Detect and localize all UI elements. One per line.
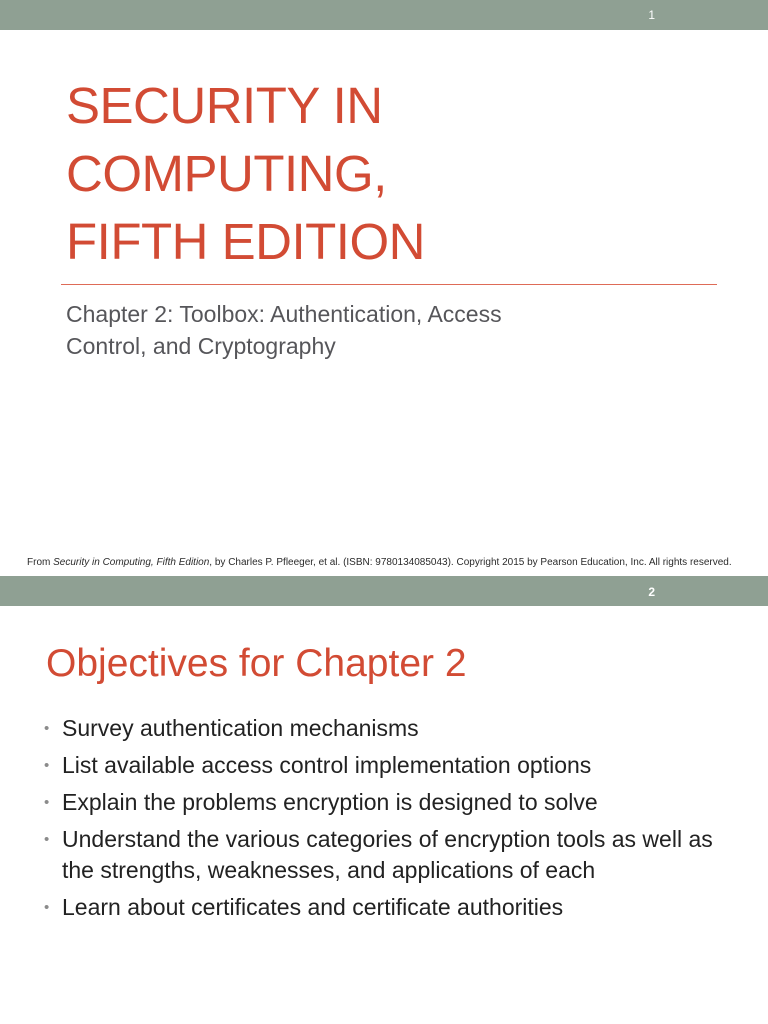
title-divider	[61, 284, 717, 285]
bullet-icon: •	[44, 831, 50, 848]
bullet-icon: •	[44, 899, 50, 916]
slide-1-subtitle	[66, 298, 686, 362]
slide-1-title	[66, 72, 706, 276]
bullet-icon: •	[44, 794, 50, 811]
copyright-prefix: From	[27, 557, 54, 568]
slide-2-number: 2	[648, 585, 655, 599]
objective-text: Survey authentication mechanisms	[62, 715, 419, 741]
objective-item	[44, 787, 724, 818]
bullet-icon: •	[44, 757, 50, 774]
subtitle-line-2: Control, and Cryptography	[66, 333, 336, 359]
bullet-icon: •	[44, 720, 50, 737]
slide-1-header-bar	[0, 0, 768, 30]
title-line-1: SECURITY IN	[66, 77, 383, 134]
objective-text: Understand the various categories of encryption tools as well as the strengths, weaknesses, and applications of each	[62, 826, 713, 883]
objective-text: List available access control implementation options	[62, 752, 592, 778]
objective-item	[44, 713, 724, 744]
slide-1-number: 1	[648, 8, 655, 22]
title-line-3: FIFTH EDITION	[66, 213, 425, 270]
title-line-2: COMPUTING,	[66, 145, 387, 202]
objective-item	[44, 892, 724, 923]
objective-text: Explain the problems encryption is designed to solve	[62, 789, 598, 815]
objective-item	[44, 750, 724, 781]
copyright-book-title: Security in Computing, Fifth Edition	[53, 557, 210, 568]
slide-2-header-bar	[0, 576, 768, 606]
objective-item	[44, 824, 724, 886]
subtitle-line-1: Chapter 2: Toolbox: Authentication, Access	[66, 301, 502, 327]
objectives-list	[44, 713, 724, 929]
copyright-notice	[27, 557, 757, 568]
objective-text: Learn about certificates and certificate authorities	[62, 894, 564, 920]
slide-2-title: Objectives for Chapter 2	[46, 642, 467, 685]
copyright-suffix: , by Charles P. Pfleeger, et al. (ISBN: 9780134085043). Copyright 2015 by Pearson Education, Inc. All rights reserved.	[209, 557, 732, 568]
